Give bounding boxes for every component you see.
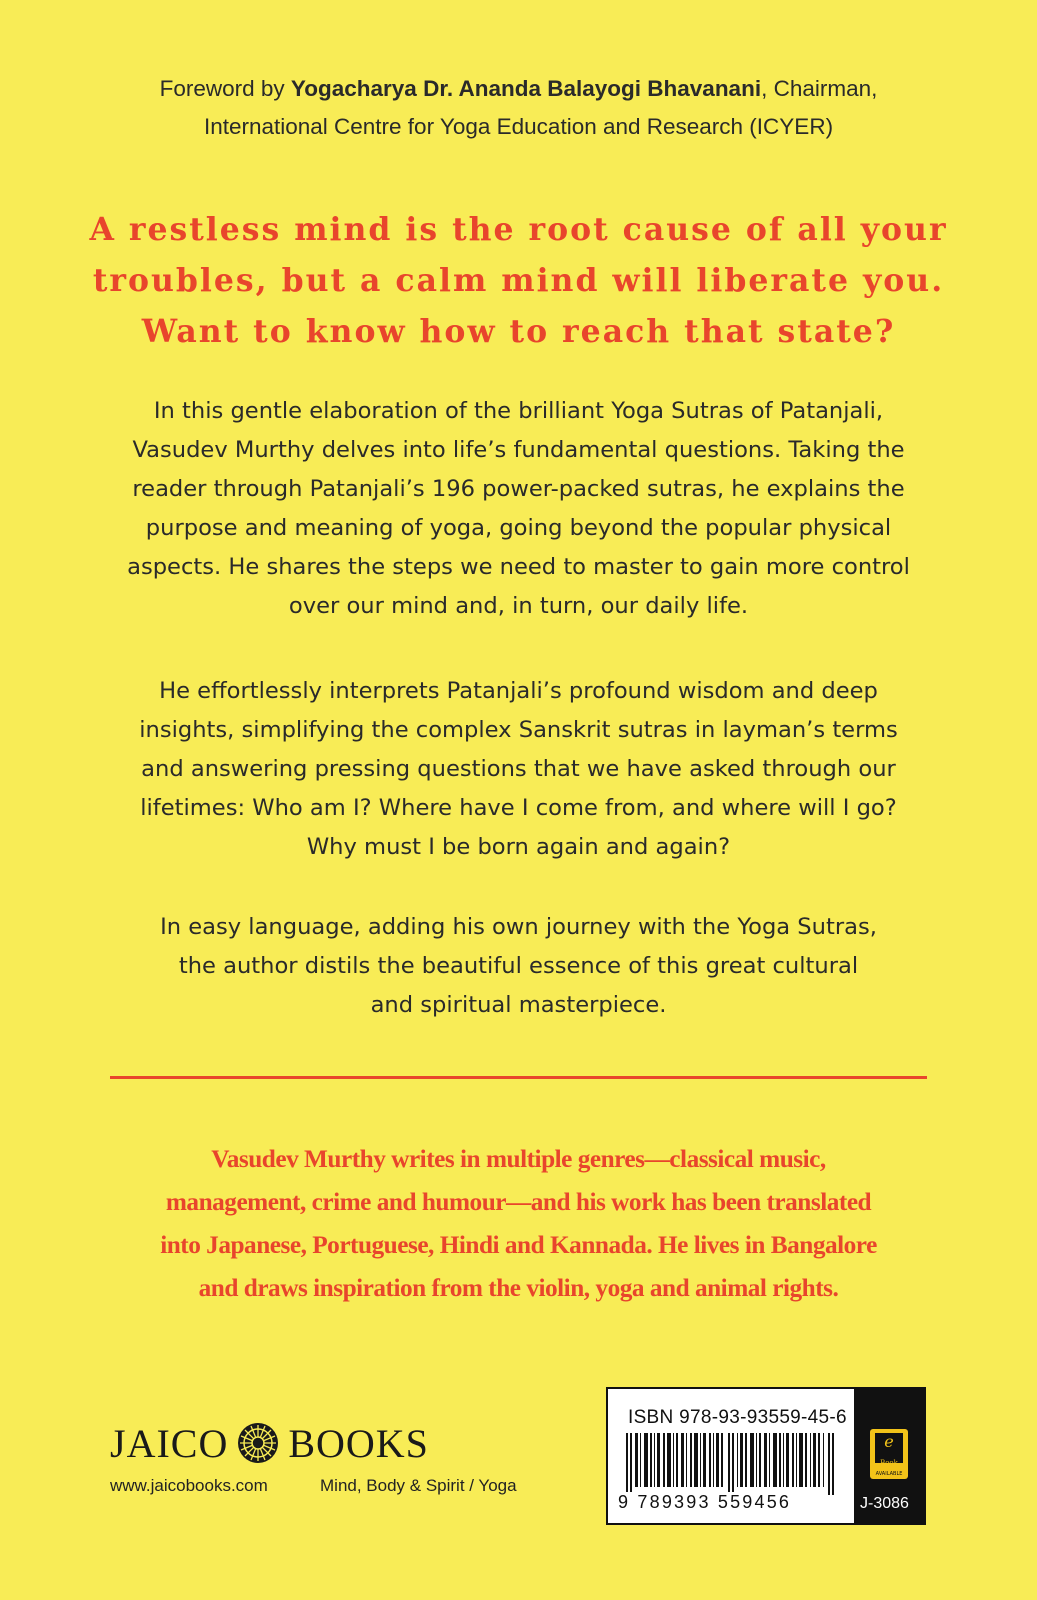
ebook-icon: e Book bbox=[875, 1433, 903, 1463]
blurb-paragraph-3 bbox=[90, 908, 947, 1025]
blurb-line: In easy language, adding his own journey with the Yoga Sutras, bbox=[160, 914, 877, 940]
blurb-paragraph-2 bbox=[90, 672, 947, 867]
blurb-line: Vasudev Murthy delves into life’s fundamental questions. Taking the bbox=[132, 437, 905, 463]
author-bio-line: management, crime and humour—and his work has been translated bbox=[165, 1188, 872, 1216]
foreword-org: International Centre for Yoga Education and Research (ICYER) bbox=[203, 114, 834, 139]
author-bio-line: into Japanese, Portuguese, Hindi and Kannada. He lives in Bangalore bbox=[160, 1231, 877, 1259]
publisher-info-row bbox=[110, 1476, 570, 1496]
publisher-name-left: JAICO bbox=[110, 1420, 229, 1466]
hook-headline bbox=[60, 204, 977, 357]
foreword-prefix: Foreword by bbox=[159, 76, 291, 101]
blurb-line: and spiritual masterpiece. bbox=[370, 992, 667, 1018]
foreword-name: Yogacharya Dr. Ananda Balayogi Bhavanani bbox=[290, 76, 762, 101]
publisher-block bbox=[110, 1418, 570, 1508]
blurb-line: insights, simplifying the complex Sanskrit sutras in layman’s terms bbox=[139, 717, 898, 743]
product-code: J-3086 bbox=[860, 1495, 909, 1512]
sun-wheel-icon bbox=[236, 1421, 280, 1465]
blurb-line: In this gentle elaboration of the brilliant Yoga Sutras of Patanjali, bbox=[153, 398, 884, 424]
blurb-line: aspects. He shares the steps we need to master to gain more control bbox=[127, 554, 910, 580]
ebook-strip bbox=[854, 1389, 924, 1523]
ebook-label: Book bbox=[880, 1459, 898, 1467]
author-bio-line: Vasudev Murthy writes in multiple genres—classical music, bbox=[211, 1145, 826, 1173]
isbn-label: ISBN 978-93-93559-45-6 bbox=[628, 1407, 847, 1428]
blurb-line: over our mind and, in turn, our daily life. bbox=[288, 593, 749, 619]
blurb-line: reader through Patanjali’s 196 power-packed sutras, he explains the bbox=[132, 476, 905, 502]
blurb-line: Why must I be born again and again? bbox=[306, 834, 731, 860]
barcode-panel bbox=[606, 1387, 926, 1525]
hook-line: Want to know how to reach that state? bbox=[141, 313, 896, 350]
author-bio-line: and draws inspiration from the violin, yoga and animal rights. bbox=[198, 1274, 839, 1302]
publisher-website[interactable]: www.jaicobooks.com bbox=[110, 1476, 268, 1495]
book-category: Mind, Body & Spirit / Yoga bbox=[320, 1476, 517, 1495]
ebook-available-badge bbox=[870, 1429, 908, 1479]
foreword-credit bbox=[0, 70, 1037, 146]
blurb-line: the author distils the beautiful essence of this great cultural bbox=[178, 953, 859, 979]
foreword-line-1 bbox=[0, 70, 1037, 108]
author-bio bbox=[80, 1138, 957, 1310]
blurb-line: and answering pressing questions that we have asked through our bbox=[141, 756, 896, 782]
blurb-paragraph-1 bbox=[90, 392, 947, 626]
foreword-role: , Chairman, bbox=[761, 76, 878, 101]
ebook-available-text: AVAILABLE bbox=[875, 1471, 903, 1477]
publisher-logo bbox=[110, 1418, 570, 1468]
barcode-bars bbox=[626, 1433, 838, 1495]
blurb-line: lifetimes: Who am I? Where have I come from, and where will I go? bbox=[140, 795, 897, 821]
blurb-line: purpose and meaning of yoga, going beyond the popular physical bbox=[145, 515, 892, 541]
hook-line: troubles, but a calm mind will liberate you. bbox=[92, 262, 945, 299]
barcode-digits: 9 789393 559456 bbox=[618, 1492, 792, 1512]
section-divider bbox=[110, 1076, 927, 1079]
hook-line: A restless mind is the root cause of all your bbox=[89, 211, 948, 248]
blurb-line: He effortlessly interprets Patanjali’s profound wisdom and deep bbox=[159, 678, 878, 704]
publisher-name-right: BOOKS bbox=[288, 1420, 429, 1466]
